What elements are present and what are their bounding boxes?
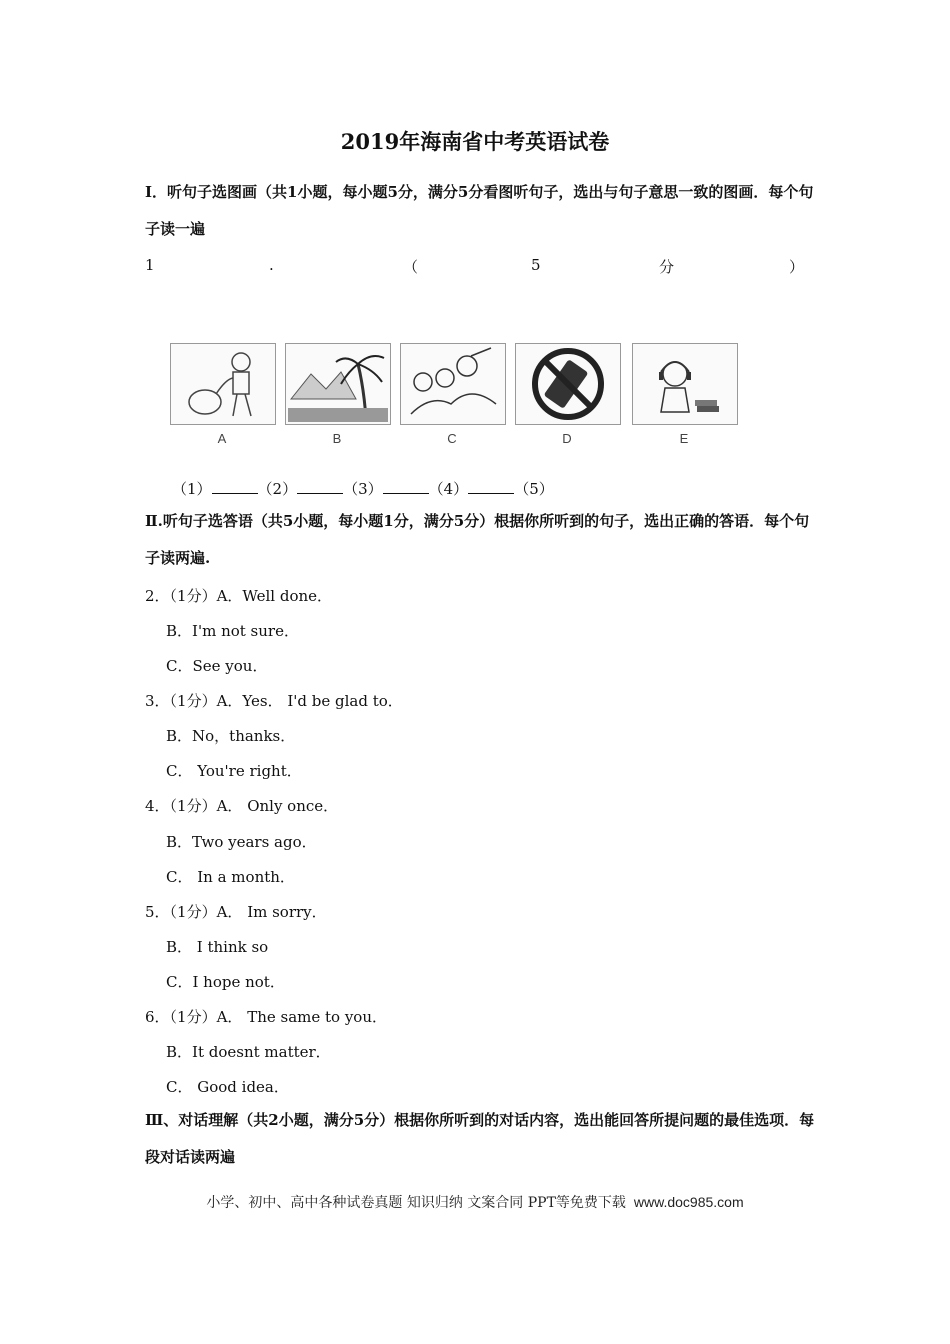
question-6-head: 6．（1分）A． The same to you． — [145, 1008, 388, 1026]
question-4-option-c: C． In a month． — [166, 868, 295, 886]
section-2-heading: Ⅱ.听句子选答语（共5小题，每小题1分，满分5分）根据你所听到的句子，选出正确的答语．每个句子读两遍. — [145, 512, 810, 567]
blank-label-3: （3） — [343, 480, 383, 498]
question-5-option-b: B． I think so — [166, 938, 269, 956]
question-6-option-b: B．It doesnt matter． — [166, 1043, 331, 1061]
picture-c-label: C — [447, 431, 457, 446]
question-1-line — [145, 256, 805, 276]
q1-left-paren: （ — [403, 258, 419, 276]
picture-d-label: D — [562, 431, 572, 446]
question-2-head: 2．（1分）A．Well done． — [145, 587, 333, 605]
answer-blanks-row — [172, 478, 554, 499]
blank-label-5: （5） — [514, 480, 554, 498]
answer-blank-1[interactable] — [212, 479, 258, 494]
answer-blank-4[interactable] — [468, 479, 514, 494]
q1-right-paren: ） — [789, 258, 805, 276]
picture-c-children — [400, 343, 506, 425]
page-title: 2019年海南省中考英语试卷 — [340, 129, 610, 154]
q1-number: 1 — [145, 256, 155, 274]
question-3-option-b: B．No，thanks． — [166, 727, 296, 745]
answer-blank-2[interactable] — [297, 479, 343, 494]
question-3-head: 3．（1分）A．Yes． I'd be glad to． — [145, 692, 403, 710]
picture-d-no-phone — [515, 343, 621, 425]
q1-score: 5 — [531, 256, 541, 274]
footer-text: 小学、初中、高中各种试卷真题 知识归纳 文案合同 PPT等免费下载 — [206, 1195, 626, 1211]
question-4-option-b: B．Two years ago． — [166, 833, 317, 851]
picture-b-palm-landscape — [285, 343, 391, 425]
page-footer — [0, 1192, 950, 1212]
picture-b-label: B — [332, 431, 342, 446]
picture-e-label: E — [679, 431, 689, 446]
question-2-option-b: B．I'm not sure． — [166, 622, 299, 640]
section-1-heading: Ⅰ．听句子选图画（共1小题，每小题5分，满分5分看图听句子，选出与句子意思一致的图画．每个句子读一遍 — [145, 183, 814, 238]
question-3-option-c: C． You're right． — [166, 762, 302, 780]
question-5-option-c: C．I hope not． — [166, 973, 285, 991]
answer-blank-3[interactable] — [383, 479, 429, 494]
blank-label-4: （4） — [428, 480, 469, 498]
question-5-head: 5．（1分）A． Im sorry． — [145, 903, 327, 921]
question-2-option-c: C．See you． — [166, 657, 268, 675]
picture-a-label: A — [217, 431, 227, 446]
question-4-head: 4．（1分）A． Only once． — [145, 797, 339, 815]
q1-dot: . — [269, 256, 274, 274]
question-6-option-c: C． Good idea． — [166, 1078, 289, 1096]
section-3-heading: Ⅲ、对话理解（共2小题，满分5分）根据你所听到的对话内容，选出能回答所提问题的最佳选项．每段对话读两遍 — [145, 1111, 815, 1166]
picture-a-robot-vacuum — [170, 343, 276, 425]
picture-e-girl-headphones — [632, 343, 738, 425]
footer-url[interactable]: www.doc985.com — [633, 1194, 744, 1210]
picture-strip — [168, 343, 743, 453]
q1-unit: 分 — [659, 258, 675, 276]
blank-label-1: （1） — [172, 480, 212, 498]
blank-label-2: （2） — [257, 480, 298, 498]
